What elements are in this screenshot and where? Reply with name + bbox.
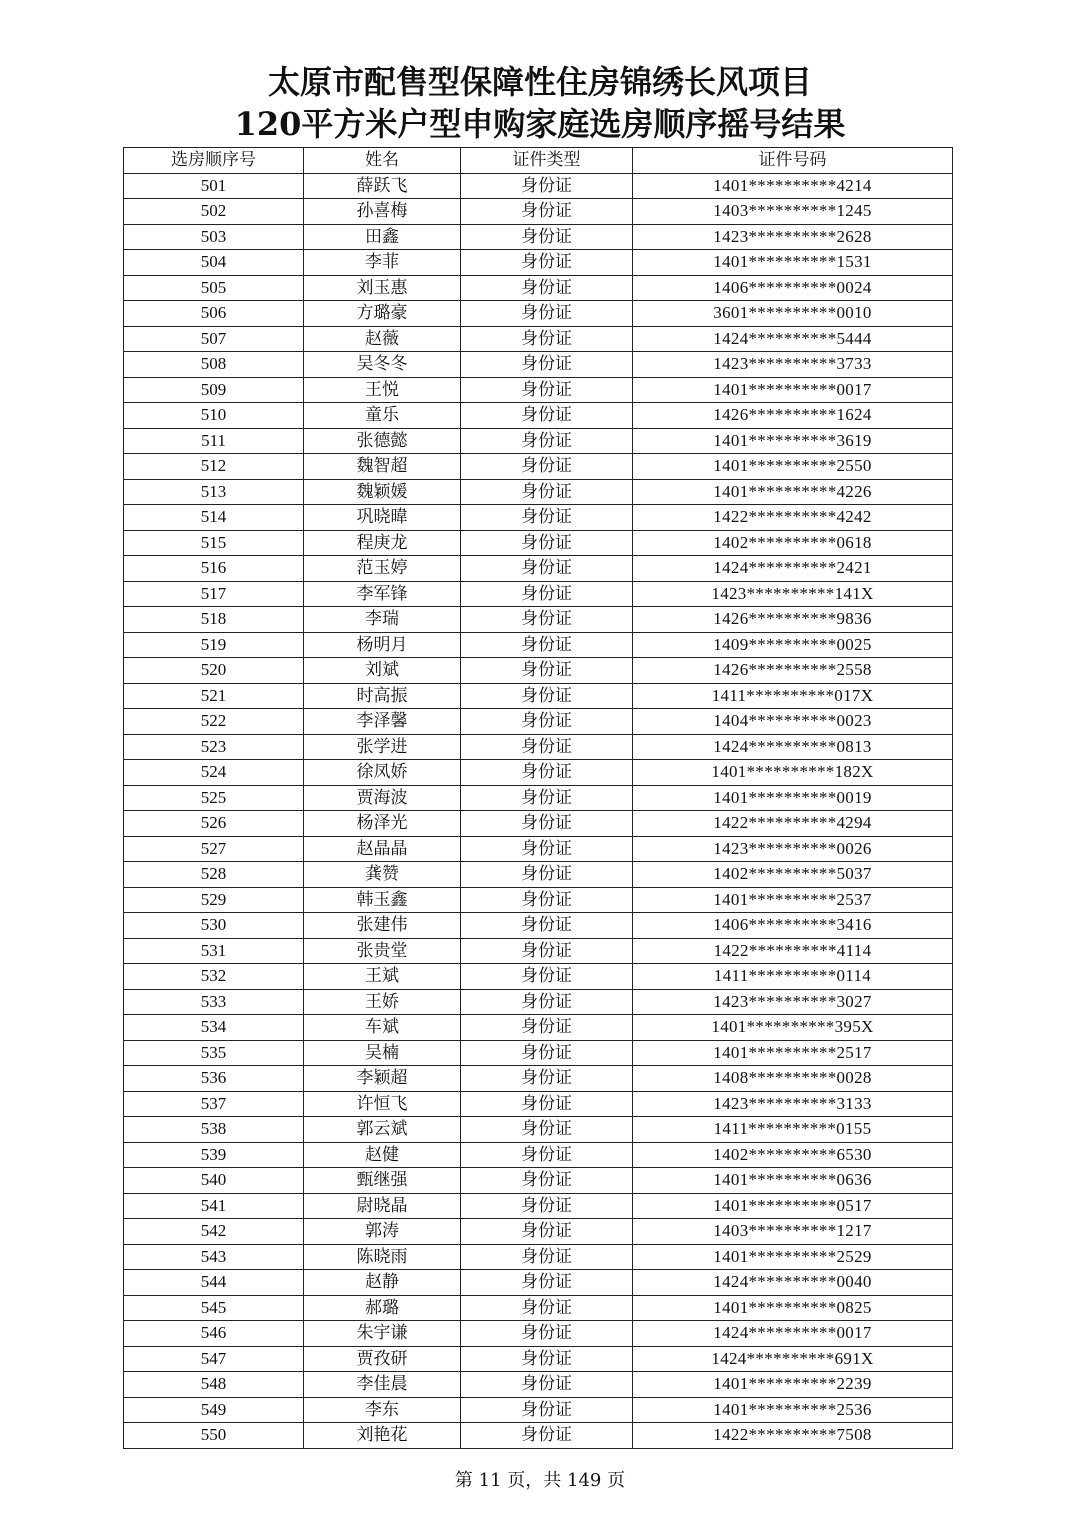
name-cell: 时高振	[304, 683, 461, 709]
table-row	[124, 836, 953, 862]
id-number-cell: 1424**********0040	[633, 1270, 953, 1296]
id-number-cell: 1422**********7508	[633, 1423, 953, 1449]
table-row	[124, 785, 953, 811]
id-type-cell: 身份证	[461, 964, 633, 990]
id-type-cell: 身份证	[461, 1091, 633, 1117]
table-row	[124, 1244, 953, 1270]
table-body	[124, 173, 953, 1448]
lottery-results-table	[123, 147, 953, 1449]
id-number-cell: 1424**********691X	[633, 1346, 953, 1372]
id-type-cell: 身份证	[461, 887, 633, 913]
table-row	[124, 1142, 953, 1168]
name-cell: 吴楠	[304, 1040, 461, 1066]
id-number-cell: 3601**********0010	[633, 301, 953, 327]
name-cell: 田鑫	[304, 224, 461, 250]
id-number-cell: 1402**********5037	[633, 862, 953, 888]
table-row	[124, 275, 953, 301]
name-cell: 童乐	[304, 403, 461, 429]
name-cell: 魏智超	[304, 454, 461, 480]
id-type-cell: 身份证	[461, 1040, 633, 1066]
table-row	[124, 428, 953, 454]
order-number-cell: 502	[124, 199, 304, 225]
id-number-cell: 1424**********0017	[633, 1321, 953, 1347]
page-footer: 第 11 页，共 149 页	[454, 1470, 626, 1491]
id-number-cell: 1402**********6530	[633, 1142, 953, 1168]
id-type-cell: 身份证	[461, 352, 633, 378]
order-number-cell: 512	[124, 454, 304, 480]
table-row	[124, 938, 953, 964]
name-cell: 韩玉鑫	[304, 887, 461, 913]
id-number-cell: 1401**********4226	[633, 479, 953, 505]
name-cell: 王娇	[304, 989, 461, 1015]
id-number-cell: 1422**********4114	[633, 938, 953, 964]
order-number-cell: 501	[124, 173, 304, 199]
table-row	[124, 199, 953, 225]
order-number-cell: 544	[124, 1270, 304, 1296]
name-cell: 郭云斌	[304, 1117, 461, 1143]
table-row	[124, 760, 953, 786]
order-number-cell: 522	[124, 709, 304, 735]
table-row	[124, 1040, 953, 1066]
name-cell: 赵静	[304, 1270, 461, 1296]
order-number-cell: 543	[124, 1244, 304, 1270]
table-row	[124, 862, 953, 888]
table-row	[124, 709, 953, 735]
name-cell: 李瑞	[304, 607, 461, 633]
name-cell: 方璐豪	[304, 301, 461, 327]
name-cell: 徐凤娇	[304, 760, 461, 786]
id-number-cell: 1401**********0517	[633, 1193, 953, 1219]
order-number-cell: 532	[124, 964, 304, 990]
name-cell: 许恒飞	[304, 1091, 461, 1117]
id-number-cell: 1423**********2628	[633, 224, 953, 250]
id-number-cell: 1401**********2536	[633, 1397, 953, 1423]
table-row	[124, 454, 953, 480]
table-row	[124, 811, 953, 837]
id-number-cell: 1401**********0017	[633, 377, 953, 403]
order-number-cell: 527	[124, 836, 304, 862]
name-cell: 李佳晨	[304, 1372, 461, 1398]
table-row	[124, 1372, 953, 1398]
name-cell: 程庚龙	[304, 530, 461, 556]
id-number-cell: 1401**********0019	[633, 785, 953, 811]
name-cell: 王斌	[304, 964, 461, 990]
id-type-cell: 身份证	[461, 938, 633, 964]
name-cell: 李军锋	[304, 581, 461, 607]
id-type-cell: 身份证	[461, 1193, 633, 1219]
order-number-cell: 518	[124, 607, 304, 633]
order-number-cell: 516	[124, 556, 304, 582]
order-number-cell: 542	[124, 1219, 304, 1245]
id-type-cell: 身份证	[461, 1142, 633, 1168]
id-number-cell: 1423**********0026	[633, 836, 953, 862]
table-row	[124, 505, 953, 531]
table-row	[124, 173, 953, 199]
order-number-cell: 521	[124, 683, 304, 709]
id-type-cell: 身份证	[461, 1423, 633, 1449]
order-number-cell: 526	[124, 811, 304, 837]
id-number-cell: 1424**********2421	[633, 556, 953, 582]
id-number-cell: 1423**********3133	[633, 1091, 953, 1117]
order-number-cell: 529	[124, 887, 304, 913]
name-cell: 甄继强	[304, 1168, 461, 1194]
id-number-cell: 1403**********1245	[633, 199, 953, 225]
order-number-cell: 539	[124, 1142, 304, 1168]
id-number-cell: 1426**********2558	[633, 658, 953, 684]
id-type-cell: 身份证	[461, 275, 633, 301]
table-row	[124, 658, 953, 684]
table-row	[124, 1066, 953, 1092]
id-number-cell: 1401**********1531	[633, 250, 953, 276]
table-row	[124, 1321, 953, 1347]
id-type-cell: 身份证	[461, 1244, 633, 1270]
table-row	[124, 352, 953, 378]
id-type-cell: 身份证	[461, 683, 633, 709]
id-number-cell: 1401**********2239	[633, 1372, 953, 1398]
table-row	[124, 989, 953, 1015]
id-type-cell: 身份证	[461, 836, 633, 862]
name-cell: 车斌	[304, 1015, 461, 1041]
id-number-cell: 1409**********0025	[633, 632, 953, 658]
id-number-cell: 1401**********0825	[633, 1295, 953, 1321]
name-cell: 朱宇谦	[304, 1321, 461, 1347]
id-type-cell: 身份证	[461, 250, 633, 276]
table-row	[124, 1346, 953, 1372]
order-number-cell: 533	[124, 989, 304, 1015]
name-cell: 杨明月	[304, 632, 461, 658]
name-cell: 张德懿	[304, 428, 461, 454]
order-number-cell: 515	[124, 530, 304, 556]
name-cell: 赵健	[304, 1142, 461, 1168]
id-number-cell: 1402**********0618	[633, 530, 953, 556]
id-type-cell: 身份证	[461, 326, 633, 352]
order-number-cell: 531	[124, 938, 304, 964]
id-type-cell: 身份证	[461, 1270, 633, 1296]
name-cell: 巩晓暐	[304, 505, 461, 531]
id-number-cell: 1426**********9836	[633, 607, 953, 633]
table-row	[124, 581, 953, 607]
name-cell: 范玉婷	[304, 556, 461, 582]
header-id-number: 证件号码	[633, 148, 953, 174]
table-row	[124, 1423, 953, 1449]
name-cell: 孙喜梅	[304, 199, 461, 225]
header-name: 姓名	[304, 148, 461, 174]
name-cell: 龚赞	[304, 862, 461, 888]
name-cell: 李颖超	[304, 1066, 461, 1092]
id-number-cell: 1401**********0636	[633, 1168, 953, 1194]
name-cell: 贾海波	[304, 785, 461, 811]
id-type-cell: 身份证	[461, 734, 633, 760]
id-type-cell: 身份证	[461, 403, 633, 429]
order-number-cell: 525	[124, 785, 304, 811]
table-row	[124, 224, 953, 250]
name-cell: 薛跃飞	[304, 173, 461, 199]
id-type-cell: 身份证	[461, 1015, 633, 1041]
table-row	[124, 964, 953, 990]
id-type-cell: 身份证	[461, 1117, 633, 1143]
id-type-cell: 身份证	[461, 709, 633, 735]
order-number-cell: 506	[124, 301, 304, 327]
id-number-cell: 1406**********0024	[633, 275, 953, 301]
table-row	[124, 607, 953, 633]
id-type-cell: 身份证	[461, 1066, 633, 1092]
name-cell: 刘艳花	[304, 1423, 461, 1449]
id-type-cell: 身份证	[461, 1397, 633, 1423]
id-number-cell: 1401**********2517	[633, 1040, 953, 1066]
table-row	[124, 556, 953, 582]
table-row	[124, 913, 953, 939]
id-type-cell: 身份证	[461, 199, 633, 225]
table-row	[124, 1219, 953, 1245]
name-cell: 张贵堂	[304, 938, 461, 964]
name-cell: 吴冬冬	[304, 352, 461, 378]
table-row	[124, 734, 953, 760]
table-row	[124, 403, 953, 429]
name-cell: 郝璐	[304, 1295, 461, 1321]
order-number-cell: 545	[124, 1295, 304, 1321]
order-number-cell: 517	[124, 581, 304, 607]
id-type-cell: 身份证	[461, 1219, 633, 1245]
id-type-cell: 身份证	[461, 1168, 633, 1194]
id-type-cell: 身份证	[461, 454, 633, 480]
name-cell: 杨泽光	[304, 811, 461, 837]
table-row	[124, 1270, 953, 1296]
table-row	[124, 326, 953, 352]
id-number-cell: 1423**********141X	[633, 581, 953, 607]
id-number-cell: 1404**********0023	[633, 709, 953, 735]
table-row	[124, 1015, 953, 1041]
name-cell: 李泽馨	[304, 709, 461, 735]
order-number-cell: 548	[124, 1372, 304, 1398]
name-cell: 李菲	[304, 250, 461, 276]
id-number-cell: 1422**********4294	[633, 811, 953, 837]
id-type-cell: 身份证	[461, 1295, 633, 1321]
name-cell: 王悦	[304, 377, 461, 403]
order-number-cell: 513	[124, 479, 304, 505]
order-number-cell: 523	[124, 734, 304, 760]
id-number-cell: 1403**********1217	[633, 1219, 953, 1245]
table-row	[124, 479, 953, 505]
id-type-cell: 身份证	[461, 607, 633, 633]
id-type-cell: 身份证	[461, 377, 633, 403]
table-row	[124, 1193, 953, 1219]
table-row	[124, 1295, 953, 1321]
name-cell: 郭涛	[304, 1219, 461, 1245]
id-type-cell: 身份证	[461, 862, 633, 888]
order-number-cell: 520	[124, 658, 304, 684]
table-row	[124, 250, 953, 276]
order-number-cell: 508	[124, 352, 304, 378]
id-number-cell: 1424**********5444	[633, 326, 953, 352]
name-cell: 刘斌	[304, 658, 461, 684]
id-type-cell: 身份证	[461, 658, 633, 684]
id-type-cell: 身份证	[461, 760, 633, 786]
order-number-cell: 507	[124, 326, 304, 352]
table-row	[124, 530, 953, 556]
document-title-line1: 太原市配售型保障性住房锦绣长风项目	[267, 63, 812, 101]
document-title-line2: 120平方米户型申购家庭选房顺序摇号结果	[234, 105, 846, 143]
order-number-cell: 546	[124, 1321, 304, 1347]
table-row	[124, 632, 953, 658]
order-number-cell: 537	[124, 1091, 304, 1117]
order-number-cell: 510	[124, 403, 304, 429]
order-number-cell: 550	[124, 1423, 304, 1449]
name-cell: 张建伟	[304, 913, 461, 939]
name-cell: 张学进	[304, 734, 461, 760]
id-type-cell: 身份证	[461, 301, 633, 327]
id-number-cell: 1401**********2550	[633, 454, 953, 480]
table-row	[124, 683, 953, 709]
id-type-cell: 身份证	[461, 530, 633, 556]
name-cell: 陈晓雨	[304, 1244, 461, 1270]
id-number-cell: 1401**********2537	[633, 887, 953, 913]
header-order-number: 选房顺序号	[124, 148, 304, 174]
table-header-row	[124, 148, 953, 174]
order-number-cell: 504	[124, 250, 304, 276]
id-type-cell: 身份证	[461, 785, 633, 811]
name-cell: 尉晓晶	[304, 1193, 461, 1219]
order-number-cell: 535	[124, 1040, 304, 1066]
id-type-cell: 身份证	[461, 428, 633, 454]
order-number-cell: 509	[124, 377, 304, 403]
id-type-cell: 身份证	[461, 556, 633, 582]
order-number-cell: 511	[124, 428, 304, 454]
table-row	[124, 1397, 953, 1423]
name-cell: 贾孜研	[304, 1346, 461, 1372]
order-number-cell: 534	[124, 1015, 304, 1041]
order-number-cell: 519	[124, 632, 304, 658]
id-type-cell: 身份证	[461, 632, 633, 658]
table-row	[124, 1091, 953, 1117]
id-number-cell: 1411**********0114	[633, 964, 953, 990]
order-number-cell: 547	[124, 1346, 304, 1372]
header-id-type: 证件类型	[461, 148, 633, 174]
id-number-cell: 1411**********017X	[633, 683, 953, 709]
id-number-cell: 1401**********3619	[633, 428, 953, 454]
id-number-cell: 1401**********395X	[633, 1015, 953, 1041]
id-type-cell: 身份证	[461, 224, 633, 250]
name-cell: 赵薇	[304, 326, 461, 352]
id-number-cell: 1401**********4214	[633, 173, 953, 199]
order-number-cell: 514	[124, 505, 304, 531]
id-number-cell: 1406**********3416	[633, 913, 953, 939]
name-cell: 李东	[304, 1397, 461, 1423]
id-type-cell: 身份证	[461, 173, 633, 199]
table-row	[124, 377, 953, 403]
order-number-cell: 530	[124, 913, 304, 939]
id-type-cell: 身份证	[461, 479, 633, 505]
order-number-cell: 503	[124, 224, 304, 250]
order-number-cell: 528	[124, 862, 304, 888]
id-number-cell: 1401**********2529	[633, 1244, 953, 1270]
order-number-cell: 549	[124, 1397, 304, 1423]
order-number-cell: 540	[124, 1168, 304, 1194]
order-number-cell: 538	[124, 1117, 304, 1143]
order-number-cell: 541	[124, 1193, 304, 1219]
table-row	[124, 887, 953, 913]
id-number-cell: 1411**********0155	[633, 1117, 953, 1143]
id-number-cell: 1426**********1624	[633, 403, 953, 429]
table-row	[124, 1168, 953, 1194]
id-type-cell: 身份证	[461, 913, 633, 939]
id-number-cell: 1423**********3733	[633, 352, 953, 378]
order-number-cell: 524	[124, 760, 304, 786]
id-type-cell: 身份证	[461, 989, 633, 1015]
id-type-cell: 身份证	[461, 1321, 633, 1347]
id-type-cell: 身份证	[461, 505, 633, 531]
id-number-cell: 1401**********182X	[633, 760, 953, 786]
id-type-cell: 身份证	[461, 811, 633, 837]
name-cell: 赵晶晶	[304, 836, 461, 862]
name-cell: 刘玉惠	[304, 275, 461, 301]
id-type-cell: 身份证	[461, 1372, 633, 1398]
order-number-cell: 536	[124, 1066, 304, 1092]
id-number-cell: 1423**********3027	[633, 989, 953, 1015]
order-number-cell: 505	[124, 275, 304, 301]
id-number-cell: 1422**********4242	[633, 505, 953, 531]
name-cell: 魏颖媛	[304, 479, 461, 505]
table-row	[124, 1117, 953, 1143]
id-type-cell: 身份证	[461, 1346, 633, 1372]
table-row	[124, 301, 953, 327]
id-number-cell: 1408**********0028	[633, 1066, 953, 1092]
id-type-cell: 身份证	[461, 581, 633, 607]
id-number-cell: 1424**********0813	[633, 734, 953, 760]
